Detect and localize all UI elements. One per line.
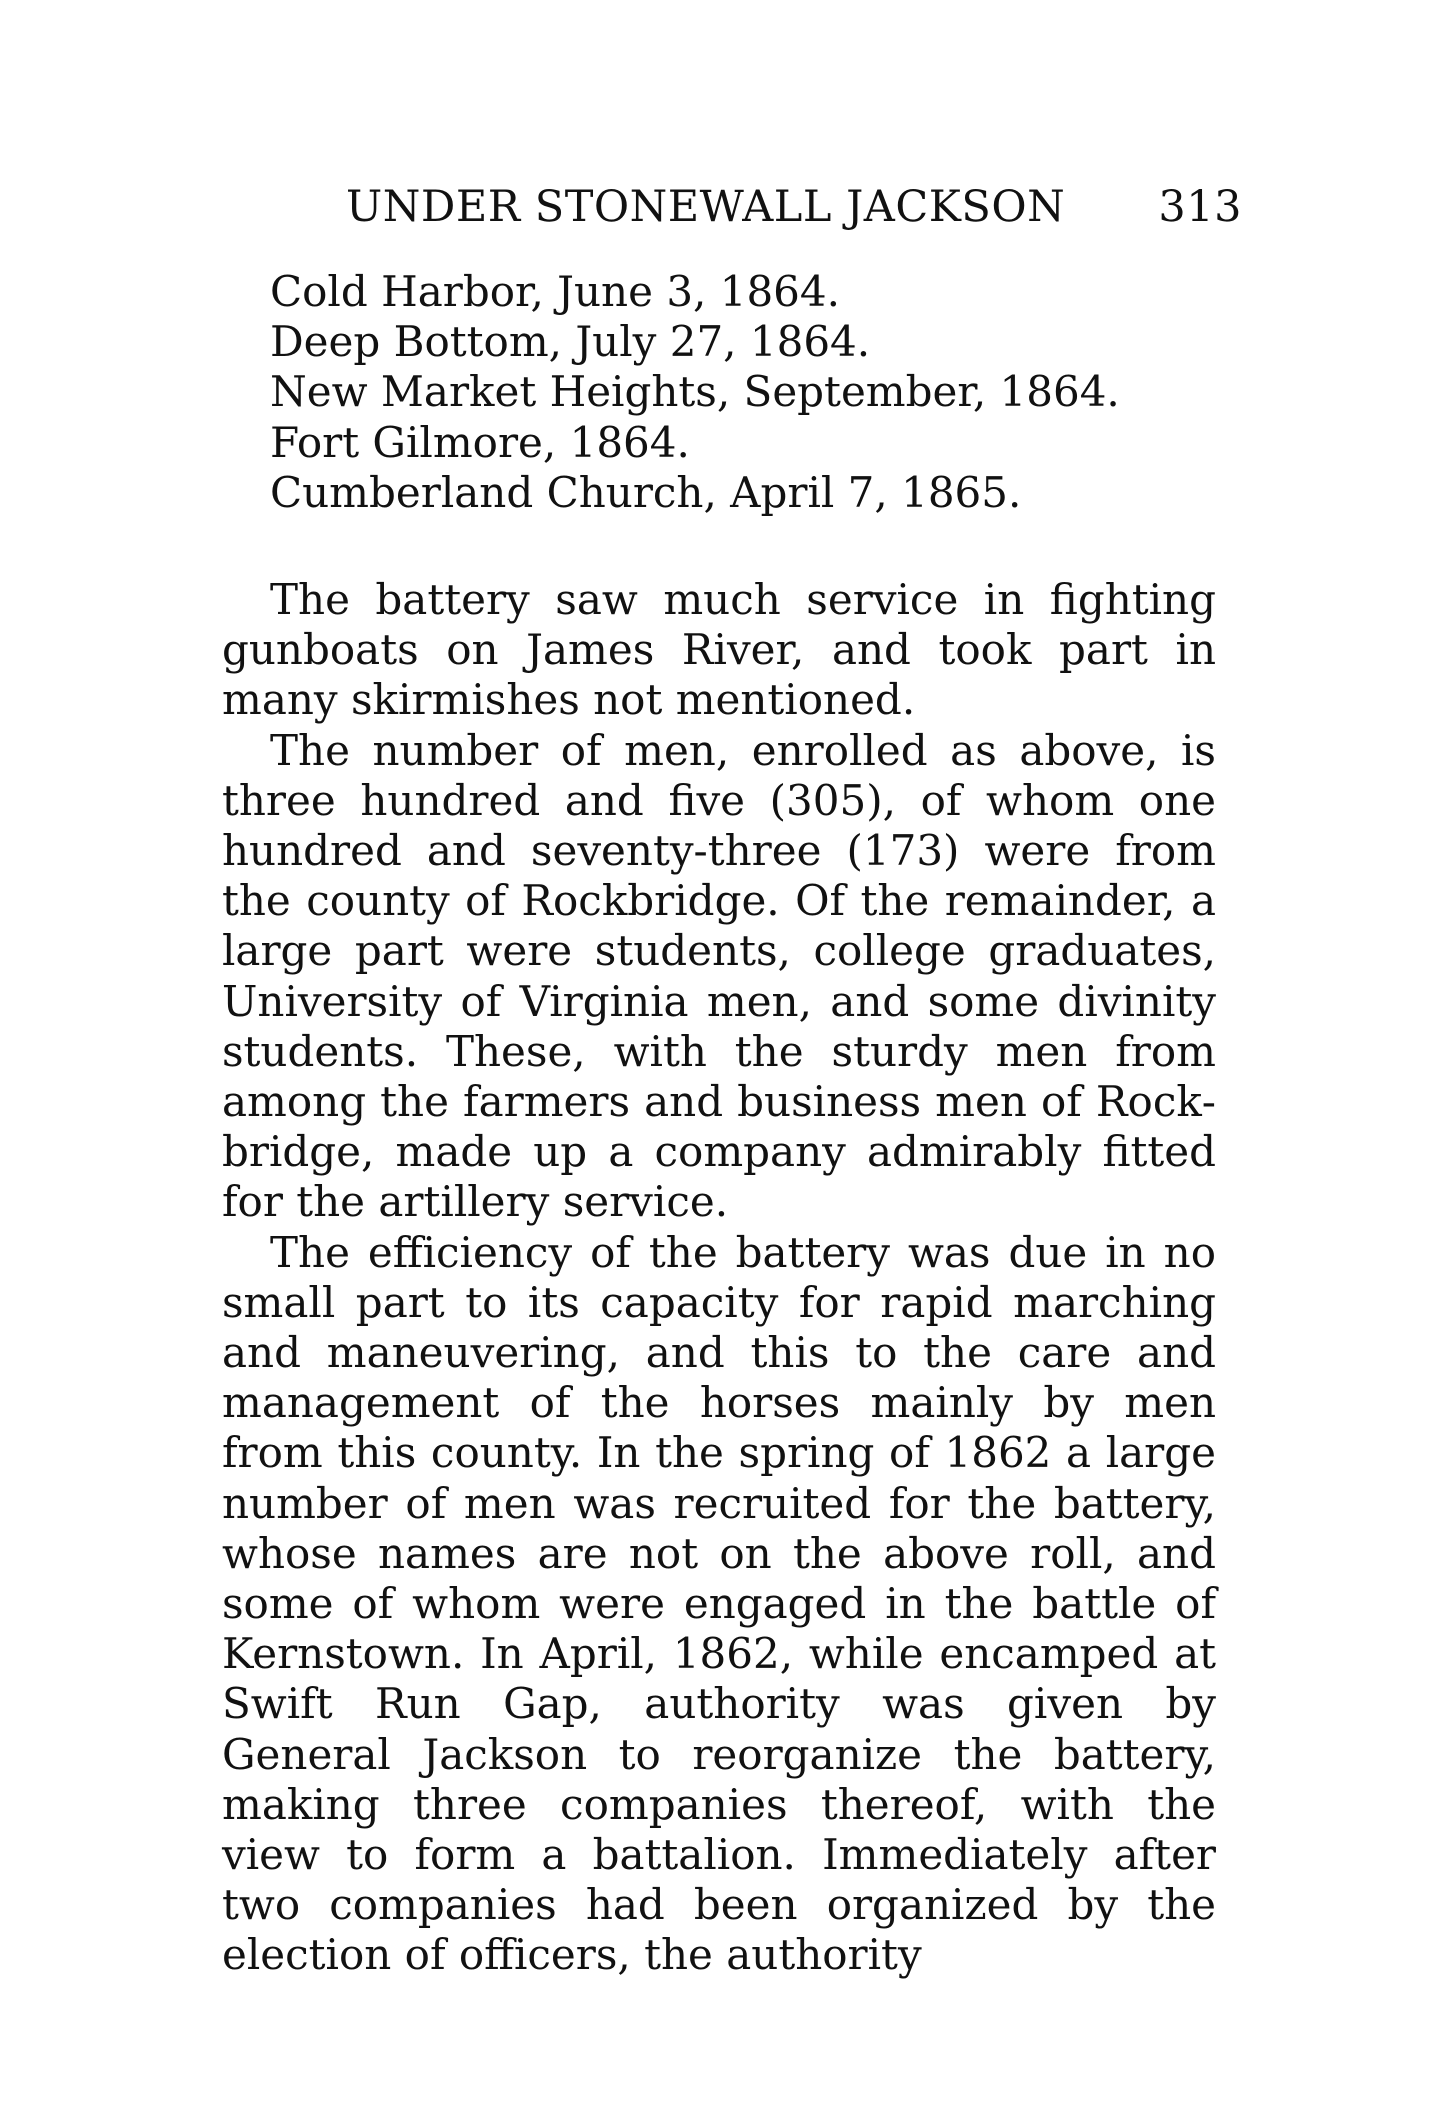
battle-entry: Cumberland Church, April 7, 1865. (270, 467, 1022, 517)
page-header (346, 177, 1242, 237)
paragraph-gunboats: The battery saw much service in fighting gunboats on James River, and took part in many skirmishes not mentioned. (222, 575, 1216, 725)
battle-list (270, 267, 1230, 518)
page-number: 313 (1158, 182, 1242, 232)
battle-entry: Deep Bottom, July 27, 1864. (270, 317, 871, 367)
battle-entry: New Market Heights, September, 1864. (270, 367, 1120, 417)
body-text (222, 575, 1216, 1981)
running-head: UNDER STONEWALL JACKSON (346, 182, 1066, 232)
paragraph-enrollment: The number of men, enrolled as above, is three hundred and five (305), of whom one hundred and seventy-three (173) were from the county of Rockbridge. Of the remainder, a large part were students, college graduates, University of Virginia men, and some divinity students. These, with the sturdy men from among the farmers and business men of Rockbridge, made up a company admirably fitted for the artillery service. (222, 725, 1216, 1227)
battle-entry: Cold Harbor, June 3, 1864. (270, 267, 840, 316)
battle-entry: Fort Gilmore, 1864. (270, 417, 690, 467)
paragraph-efficiency: The efficiency of the battery was due in no small part to its capacity for rapid marching and maneuvering, and this to the care and management of the horses mainly by men from this county. In the spring of 1862 a large number of men was recruited for the battery, whose names are not on the above roll, and some of whom were engaged in the battle of Kernstown. In April, 1862, while encamped at Swift Run Gap, authority was given by General Jackson to reorganize the battery, making three companies thereof, with the view to form a battalion. Immediately after two companies had been organized by the election of officers, the authority (222, 1227, 1216, 1980)
